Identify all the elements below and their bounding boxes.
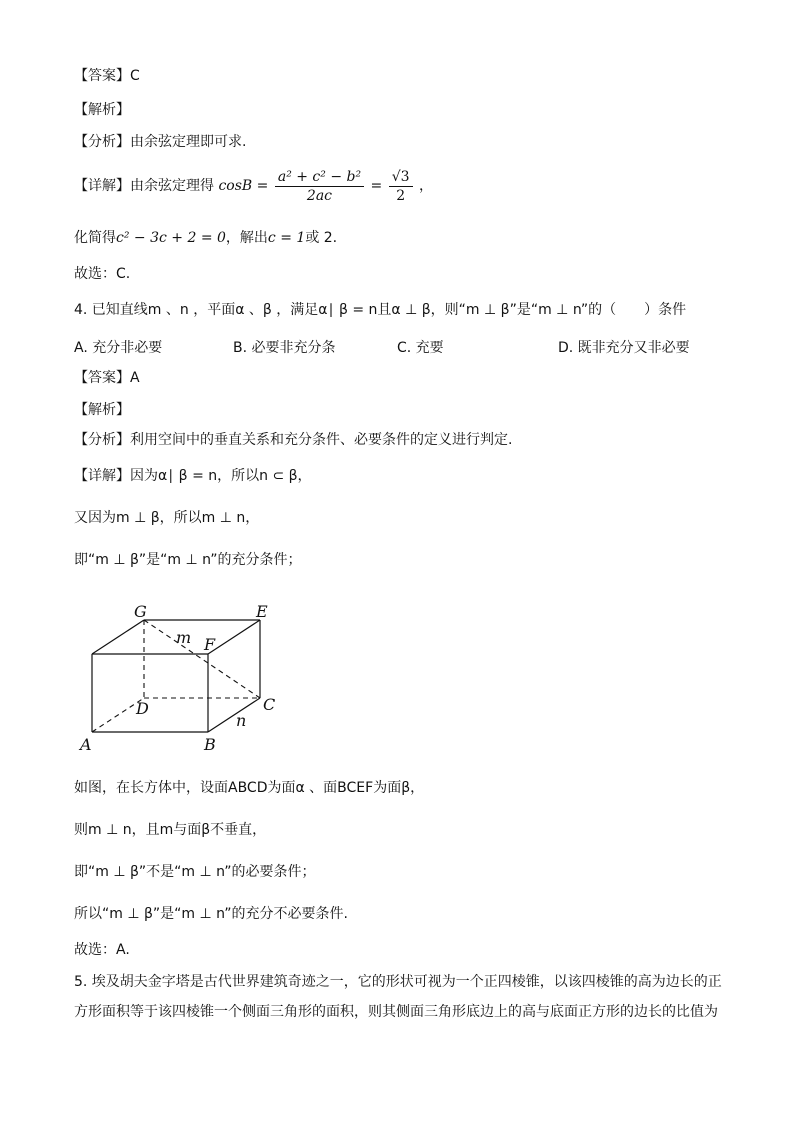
- q4-option-d: D. 既非充分又非必要: [558, 340, 690, 356]
- q4-answer-line: [74, 368, 140, 388]
- label-m: m: [176, 628, 192, 647]
- fenxi-label: 【分析】: [74, 134, 130, 150]
- q3-simplify-prefix: 化简得: [74, 230, 116, 246]
- label-G: G: [134, 602, 147, 621]
- q4-option-a: A. 充分非必要: [74, 340, 163, 356]
- cuboid-figure: [74, 598, 304, 768]
- q4-detail-1: 因为α∣ β = n，所以n ⊂ β，: [130, 468, 312, 484]
- q3-res-den: 2: [396, 187, 406, 204]
- q4-answer: A: [130, 370, 140, 386]
- answer-label: 【答案】: [74, 68, 130, 84]
- label-F: F: [204, 635, 216, 654]
- detail-label: 【详解】: [74, 468, 130, 484]
- label-C: C: [263, 695, 276, 714]
- label-D: D: [136, 699, 149, 718]
- q4-analysis-label: 【解析】: [74, 402, 130, 418]
- q3-eq: =: [370, 178, 383, 194]
- q3-answer: C: [130, 68, 140, 84]
- detail-label: 【详解】: [74, 178, 130, 194]
- q4-choose: 故选：A.: [74, 942, 130, 958]
- q4-line-5: 则m ⊥ n，且m与面β不垂直，: [74, 822, 267, 838]
- q5-line-2: 方形面积等于该四棱锥一个侧面三角形的面积，则其侧面三角形底边上的高与底面正方形的边长的比值为: [74, 1004, 718, 1020]
- q3-simplify-sol: c = 1: [267, 230, 306, 246]
- q4-line-6: 即“m ⊥ β”不是“m ⊥ n”的必要条件；: [74, 864, 316, 880]
- q4-option-b: B. 必要非充分条: [233, 340, 336, 356]
- answer-label: 【答案】: [74, 370, 130, 386]
- label-B: B: [204, 735, 216, 754]
- q3-trail: ，: [419, 178, 434, 194]
- q3-result-fraction: [389, 168, 413, 205]
- fenxi-label: 【分析】: [74, 432, 130, 448]
- label-A: A: [80, 735, 92, 754]
- q3-simplify-eq: c² − 3c + 2 = 0: [116, 230, 226, 246]
- q4-option-c: C. 充要: [397, 340, 444, 356]
- q3-fenxi-text: 由余弦定理即可求.: [130, 134, 247, 150]
- q3-detail-line: [74, 166, 433, 206]
- q4-line-7: 所以“m ⊥ β”是“m ⊥ n”的充分不必要条件.: [74, 906, 348, 922]
- q4-line-3: 即“m ⊥ β”是“m ⊥ n”的充分条件；: [74, 552, 302, 568]
- q3-choose: 故选：C.: [74, 266, 131, 282]
- q4-options: [74, 338, 714, 358]
- q4-fenxi-line: [74, 430, 512, 450]
- q4-stem: 4. 已知直线m 、n ，平面α 、β ，满足α∣ β = n且α ⊥ β，则“m ⊥ β”是“m ⊥ n”的（ ）条件: [74, 302, 687, 318]
- q4-line-4: 如图，在长方体中，设面ABCD为面α 、面BCEF为面β，: [74, 780, 425, 796]
- q5-line-1: 5. 埃及胡夫金字塔是古代世界建筑奇迹之一，它的形状可视为一个正四棱锥，以该四棱锥的高为边长的正: [74, 974, 722, 990]
- q3-simplify-mid: ，解出: [225, 230, 268, 246]
- q3-answer-line: [74, 66, 140, 86]
- q3-simplify-line: [74, 228, 337, 248]
- q3-simplify-tail: 或 2.: [305, 230, 338, 246]
- q4-detail-line: [74, 466, 312, 486]
- label-E: E: [256, 602, 268, 621]
- q3-cosB: cosB =: [218, 178, 269, 194]
- q3-res-num: √3: [389, 168, 413, 187]
- q3-frac-num: a² + c² − b²: [275, 168, 364, 187]
- q3-analysis-label: 【解析】: [74, 102, 130, 118]
- label-n: n: [236, 711, 247, 730]
- q4-line-2: 又因为m ⊥ β，所以m ⊥ n，: [74, 510, 260, 526]
- q3-frac-den: 2ac: [306, 187, 333, 204]
- q3-fenxi-line: [74, 132, 246, 152]
- q3-detail-prefix: 由余弦定理得: [130, 178, 214, 194]
- q4-fenxi-text: 利用空间中的垂直关系和充分条件、必要条件的定义进行判定.: [130, 432, 513, 448]
- q3-fraction: [275, 168, 364, 205]
